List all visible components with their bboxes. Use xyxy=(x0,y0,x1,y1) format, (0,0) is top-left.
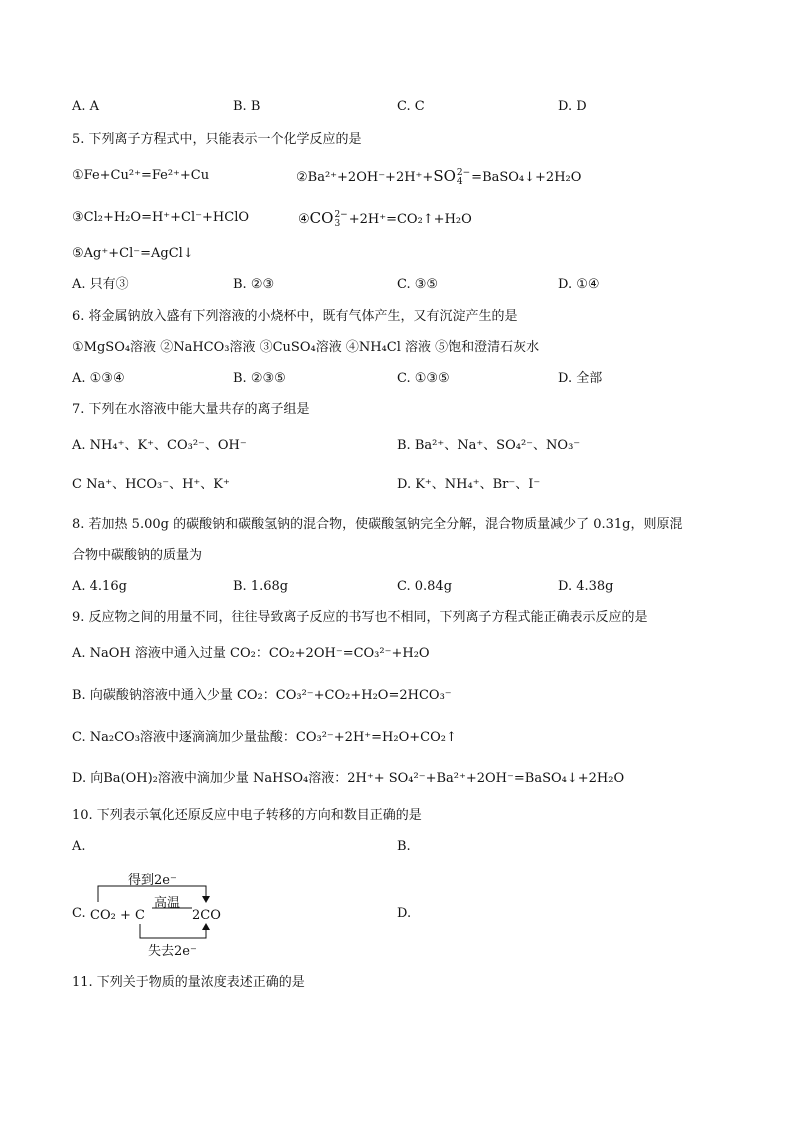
q9-option-d: D. 向Ba(OH)₂溶液中滴加少量 NaHSO₄溶液：2H⁺+ SO₄²⁻+Ba²⁺+2OH⁻=BaSO₄↓+2H₂O xyxy=(72,771,625,786)
q5-eq4-carbonate: CO xyxy=(309,209,334,227)
lose-electrons-label: 失去2e⁻ xyxy=(148,944,197,959)
q5-equation-3: ③Cl₂+H₂O=H⁺+Cl⁻+HClO xyxy=(72,210,250,225)
q5-equation-1: ①Fe+Cu²⁺=Fe²⁺+Cu xyxy=(72,168,210,183)
q5-eq4-sub: 3 xyxy=(334,218,341,229)
q5-option-a: A. 只有③ xyxy=(72,277,129,292)
q10-stem: 10. 下列表示氧化还原反应中电子转移的方向和数目正确的是 xyxy=(72,808,422,823)
q8-option-b: B. 1.68g xyxy=(233,579,289,594)
q5-equation-5: ⑤Ag⁺+Cl⁻=AgCl↓ xyxy=(72,246,194,261)
q10-option-b: B. xyxy=(397,839,411,854)
electron-transfer-diagram xyxy=(88,866,228,960)
q10-option-c: C. xyxy=(72,906,86,921)
q5-option-d: D. ①④ xyxy=(558,277,600,292)
q10-option-a: A. xyxy=(72,839,86,854)
reactants: CO₂ + C xyxy=(90,908,145,923)
q5-eq2-sub: 4 xyxy=(456,176,463,187)
q11-stem: 11. 下列关于物质的量浓度表述正确的是 xyxy=(72,975,305,990)
q5-equation-4 xyxy=(298,209,472,229)
q6-option-c: C. ①③⑤ xyxy=(397,371,450,386)
q8-option-c: C. 0.84g xyxy=(397,579,453,594)
q8-option-d: D. 4.38g xyxy=(558,579,614,594)
q9-option-b: B. 向碳酸钠溶液中通入少量 CO₂：CO₃²⁻+CO₂+H₂O=2HCO₃⁻ xyxy=(72,688,452,703)
q6-stem: 6. 将金属钠放入盛有下列溶液的小烧杯中，既有气体产生，又有沉淀产生的是 xyxy=(72,309,518,324)
q5-stem: 5. 下列离子方程式中，只能表示一个化学反应的是 xyxy=(72,132,362,147)
q5-eq2-postfix: =BaSO₄↓+2H₂O xyxy=(471,170,582,185)
q7-option-c: C Na⁺、HCO₃⁻、H⁺、K⁺ xyxy=(72,477,230,492)
q4-option-a: A. A xyxy=(72,99,100,114)
q8-stem-line-2: 合物中碳酸钠的质量为 xyxy=(72,548,203,563)
q8-stem-line-1: 8. 若加热 5.00g 的碳酸钠和碳酸氢钠的混合物，使碳酸氢钠完全分解，混合物质量减少了 0.31g，则原混 xyxy=(72,517,683,532)
q6-option-b: B. ②③⑤ xyxy=(233,371,286,386)
q7-option-a: A. NH₄⁺、K⁺、CO₃²⁻、OH⁻ xyxy=(72,438,247,453)
q8-option-a: A. 4.16g xyxy=(72,579,127,594)
q5-eq4-prefix: ④ xyxy=(298,212,310,227)
q5-eq2-sulfate: SO xyxy=(433,167,456,185)
q9-stem: 9. 反应物之间的用量不同，往往导致离子反应的书写也不相同，下列离子方程式能正确表示反应的是 xyxy=(72,610,648,625)
q5-eq2-sup: 2− xyxy=(456,167,471,178)
q6-option-d: D. 全部 xyxy=(558,371,603,386)
q9-option-c: C. Na₂CO₃溶液中逐滴滴加少量盐酸：CO₃²⁻+2H⁺=H₂O+CO₂↑ xyxy=(72,730,457,745)
q10-option-d: D. xyxy=(397,906,412,921)
q4-option-b: B. B xyxy=(233,99,261,114)
q5-eq4-carbonate-charge xyxy=(334,211,347,229)
q9-option-a: A. NaOH 溶液中通入过量 CO₂：CO₂+2OH⁻=CO₃²⁻+H₂O xyxy=(72,646,430,661)
q5-option-c: C. ③⑤ xyxy=(397,277,439,292)
q4-option-c: C. C xyxy=(397,99,425,114)
q5-eq4-postfix: +2H⁺=CO₂↑+H₂O xyxy=(348,212,472,227)
q5-option-b: B. ②③ xyxy=(233,277,275,292)
reaction-condition: 高温 xyxy=(154,896,181,911)
q5-eq2-prefix: ②Ba²⁺+2OH⁻+2H⁺+ xyxy=(296,170,434,185)
products: 2CO xyxy=(192,908,221,923)
q5-equation-2 xyxy=(296,167,581,187)
q7-stem: 7. 下列在水溶液中能大量共存的离子组是 xyxy=(72,402,310,417)
q6-items: ①MgSO₄溶液 ②NaHCO₃溶液 ③CuSO₄溶液 ④NH₄Cl 溶液 ⑤饱和澄清石灰水 xyxy=(72,340,540,355)
q4-option-d: D. D xyxy=(558,99,587,114)
q6-option-a: A. ①③④ xyxy=(72,371,125,386)
q5-eq4-sup: 2− xyxy=(334,209,348,220)
gain-electrons-label: 得到2e⁻ xyxy=(128,873,177,888)
q5-eq2-sulfate-charge xyxy=(457,169,470,187)
q7-option-d: D. K⁺、NH₄⁺、Br⁻、I⁻ xyxy=(397,477,541,492)
q7-option-b: B. Ba²⁺、Na⁺、SO₄²⁻、NO₃⁻ xyxy=(397,438,581,453)
